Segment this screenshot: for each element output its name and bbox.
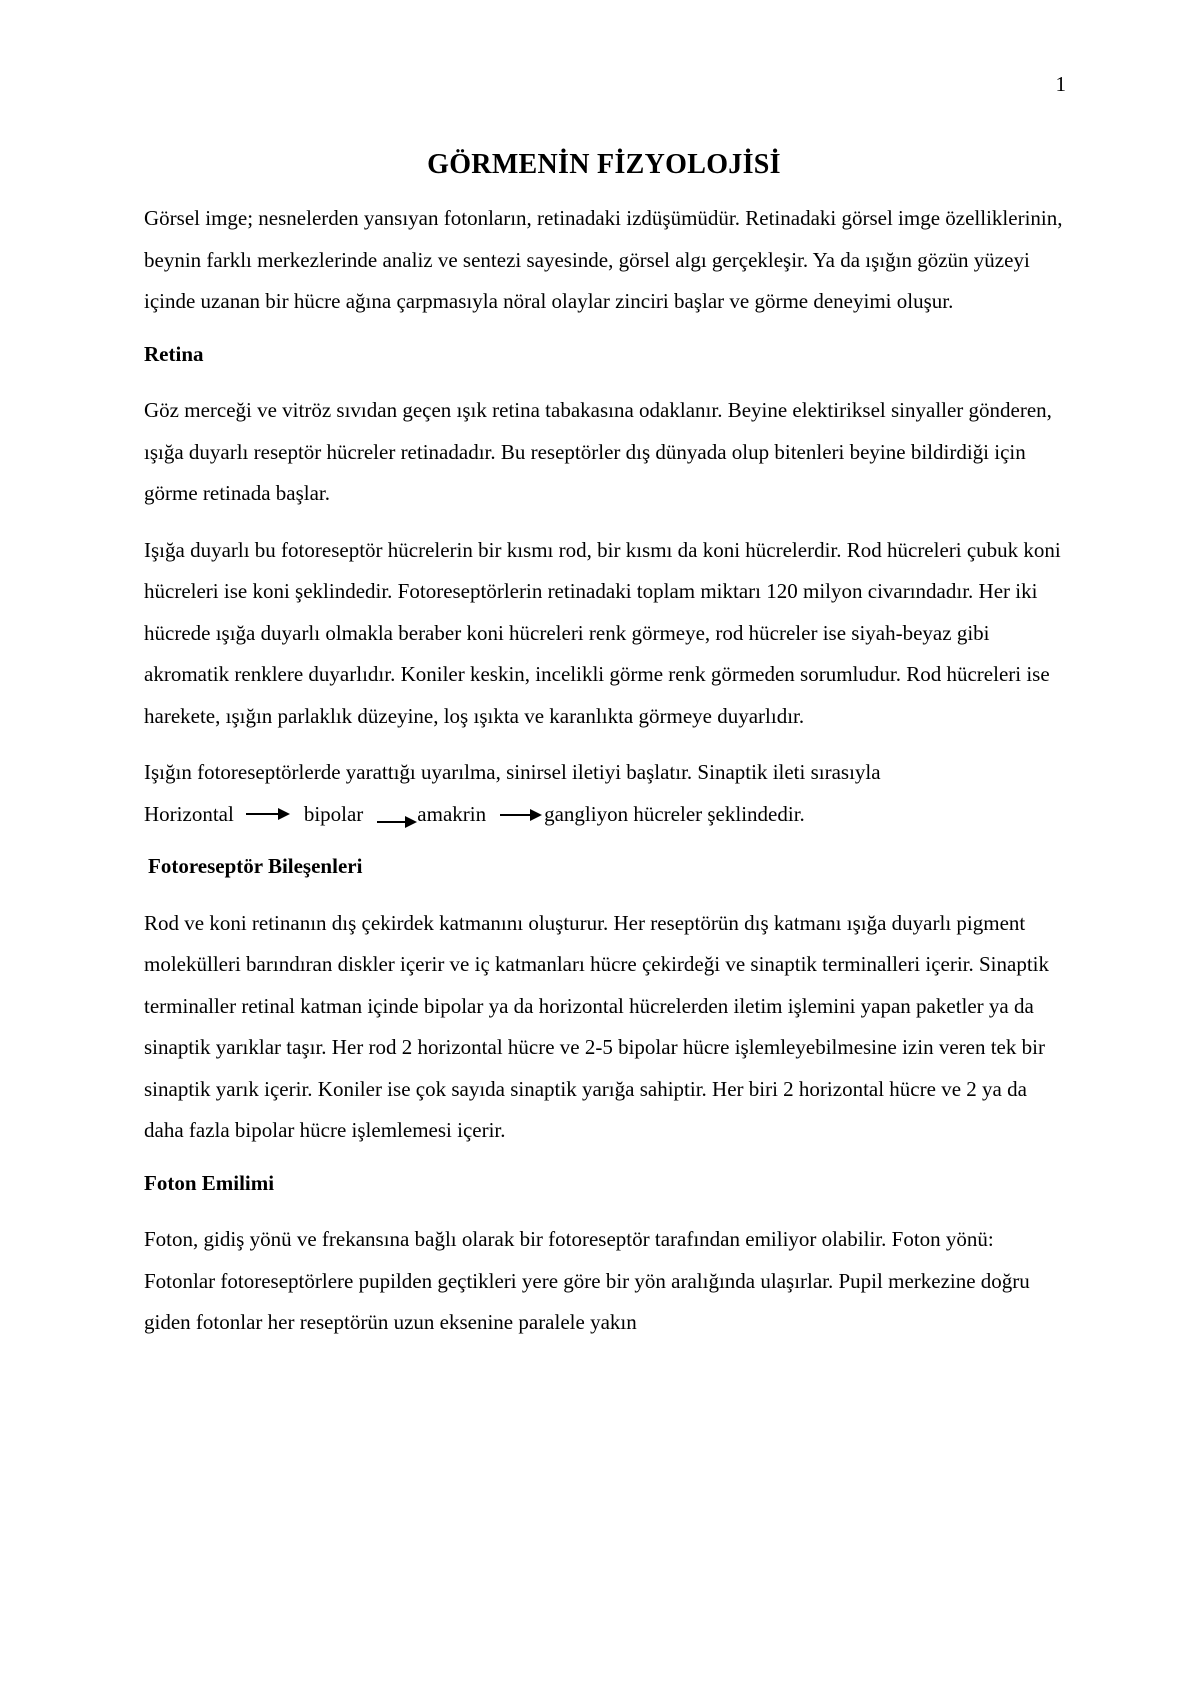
chain-step-gangliyon: gangliyon hücreler şeklindedir. [544,801,805,826]
synaptic-chain [144,794,1064,836]
synaptic-intro-text: Işığın fotoreseptörlerde yarattığı uyarılma, sinirsel iletiyi başlatır. Sinaptik ileti sırasıyla [144,760,881,784]
page-number: 1 [1055,72,1066,96]
section-heading-retina: Retina [144,341,204,366]
fotoreseptor-paragraph: Rod ve koni retinanın dış çekirdek katmanını oluşturur. Her reseptörün dış katmanı ışığa duyarlı pigment molekülleri barındıran diskler içerir ve iç katmanları hücre çekirdeği ve sinaptik terminalleri içerir. Sinaptik terminaller retinal katman içinde bipolar ya da horizontal hücrelerden iletim işlemini yapan paketler ya da sinaptik yarıklar taşır. Her rod 2 horizontal hücre ve 2-5 bipolar hücre işlemleyebilmesine izin veren tek bir sinaptik yarık içerir. Koniler ise çok sayıda sinaptik yarığa sahiptir. Her biri 2 horizontal hücre ve 2 ya da daha fazla bipolar hücre işlemlemesi içerir. [144,910,1049,1142]
document-body [144,148,1064,1344]
chain-step-bipolar: bipolar [303,801,364,826]
retina-paragraph-1: Göz merceği ve vitröz sıvıdan geçen ışık retina tabakasına odaklanır. Beyine elektiriksel sinyaller gönderen, ışığa duyarlı reseptör hücreler retinadadır. Bu reseptörler dış dünyada olup bitenleri beyine bildirdiği için görme retinada başlar. [144,398,1052,505]
right-arrow-icon [246,808,290,820]
chain-step-amakrin: amakrin [417,801,487,826]
right-arrow-icon [377,816,417,828]
retina-paragraph-3 [144,752,1064,835]
document-title: GÖRMENİN FİZYOLOJİSİ [427,149,781,180]
intro-paragraph: Görsel imge; nesnelerden yansıyan fotonların, retinadaki izdüşümüdür. Retinadaki görsel imge özelliklerinin, beynin farklı merkezlerinde analiz ve sentezi sayesinde, görsel algı gerçekleşir. Ya da ışığın gözün yüzeyi içinde uzanan bir hücre ağına çarpmasıyla nöral olaylar zinciri başlar ve görme deneyimi oluşur. [144,206,1063,313]
foton-paragraph: Foton, gidiş yönü ve frekansına bağlı olarak bir fotoreseptör tarafından emiliyor olabilir. Foton yönü: Fotonlar fotoreseptörlere pupilden geçtikleri yere göre bir yön aralığında ulaşırlar. Pupil merkezine doğru giden fotonlar her reseptörün uzun eksenine paralele yakın [144,1227,1030,1334]
chain-step-horizontal: Horizontal [144,801,234,826]
section-heading-foton: Foton Emilimi [144,1170,275,1195]
section-heading-fotoreseptor: Fotoreseptör Bileşenleri [148,854,363,878]
retina-paragraph-2: Işığa duyarlı bu fotoreseptör hücrelerin bir kısmı rod, bir kısmı da koni hücrelerdir. Rod hücreleri çubuk koni hücreleri ise koni şeklindedir. Fotoreseptörlerin retinadaki toplam miktarı 120 milyon civarındadır. Her iki hücrede ışığa duyarlı olmakla beraber koni hücreleri renk görmeye, rod hücreler ise siyah-beyaz gibi akromatik renklere duyarlıdır. Koniler keskin, incelikli görme renk görmeden sorumludur. Rod hücreleri ise harekete, ışığın parlaklık düzeyine, loş ışıkta ve karanlıkta görmeye duyarlıdır. [144,537,1061,728]
right-arrow-icon [500,809,542,821]
